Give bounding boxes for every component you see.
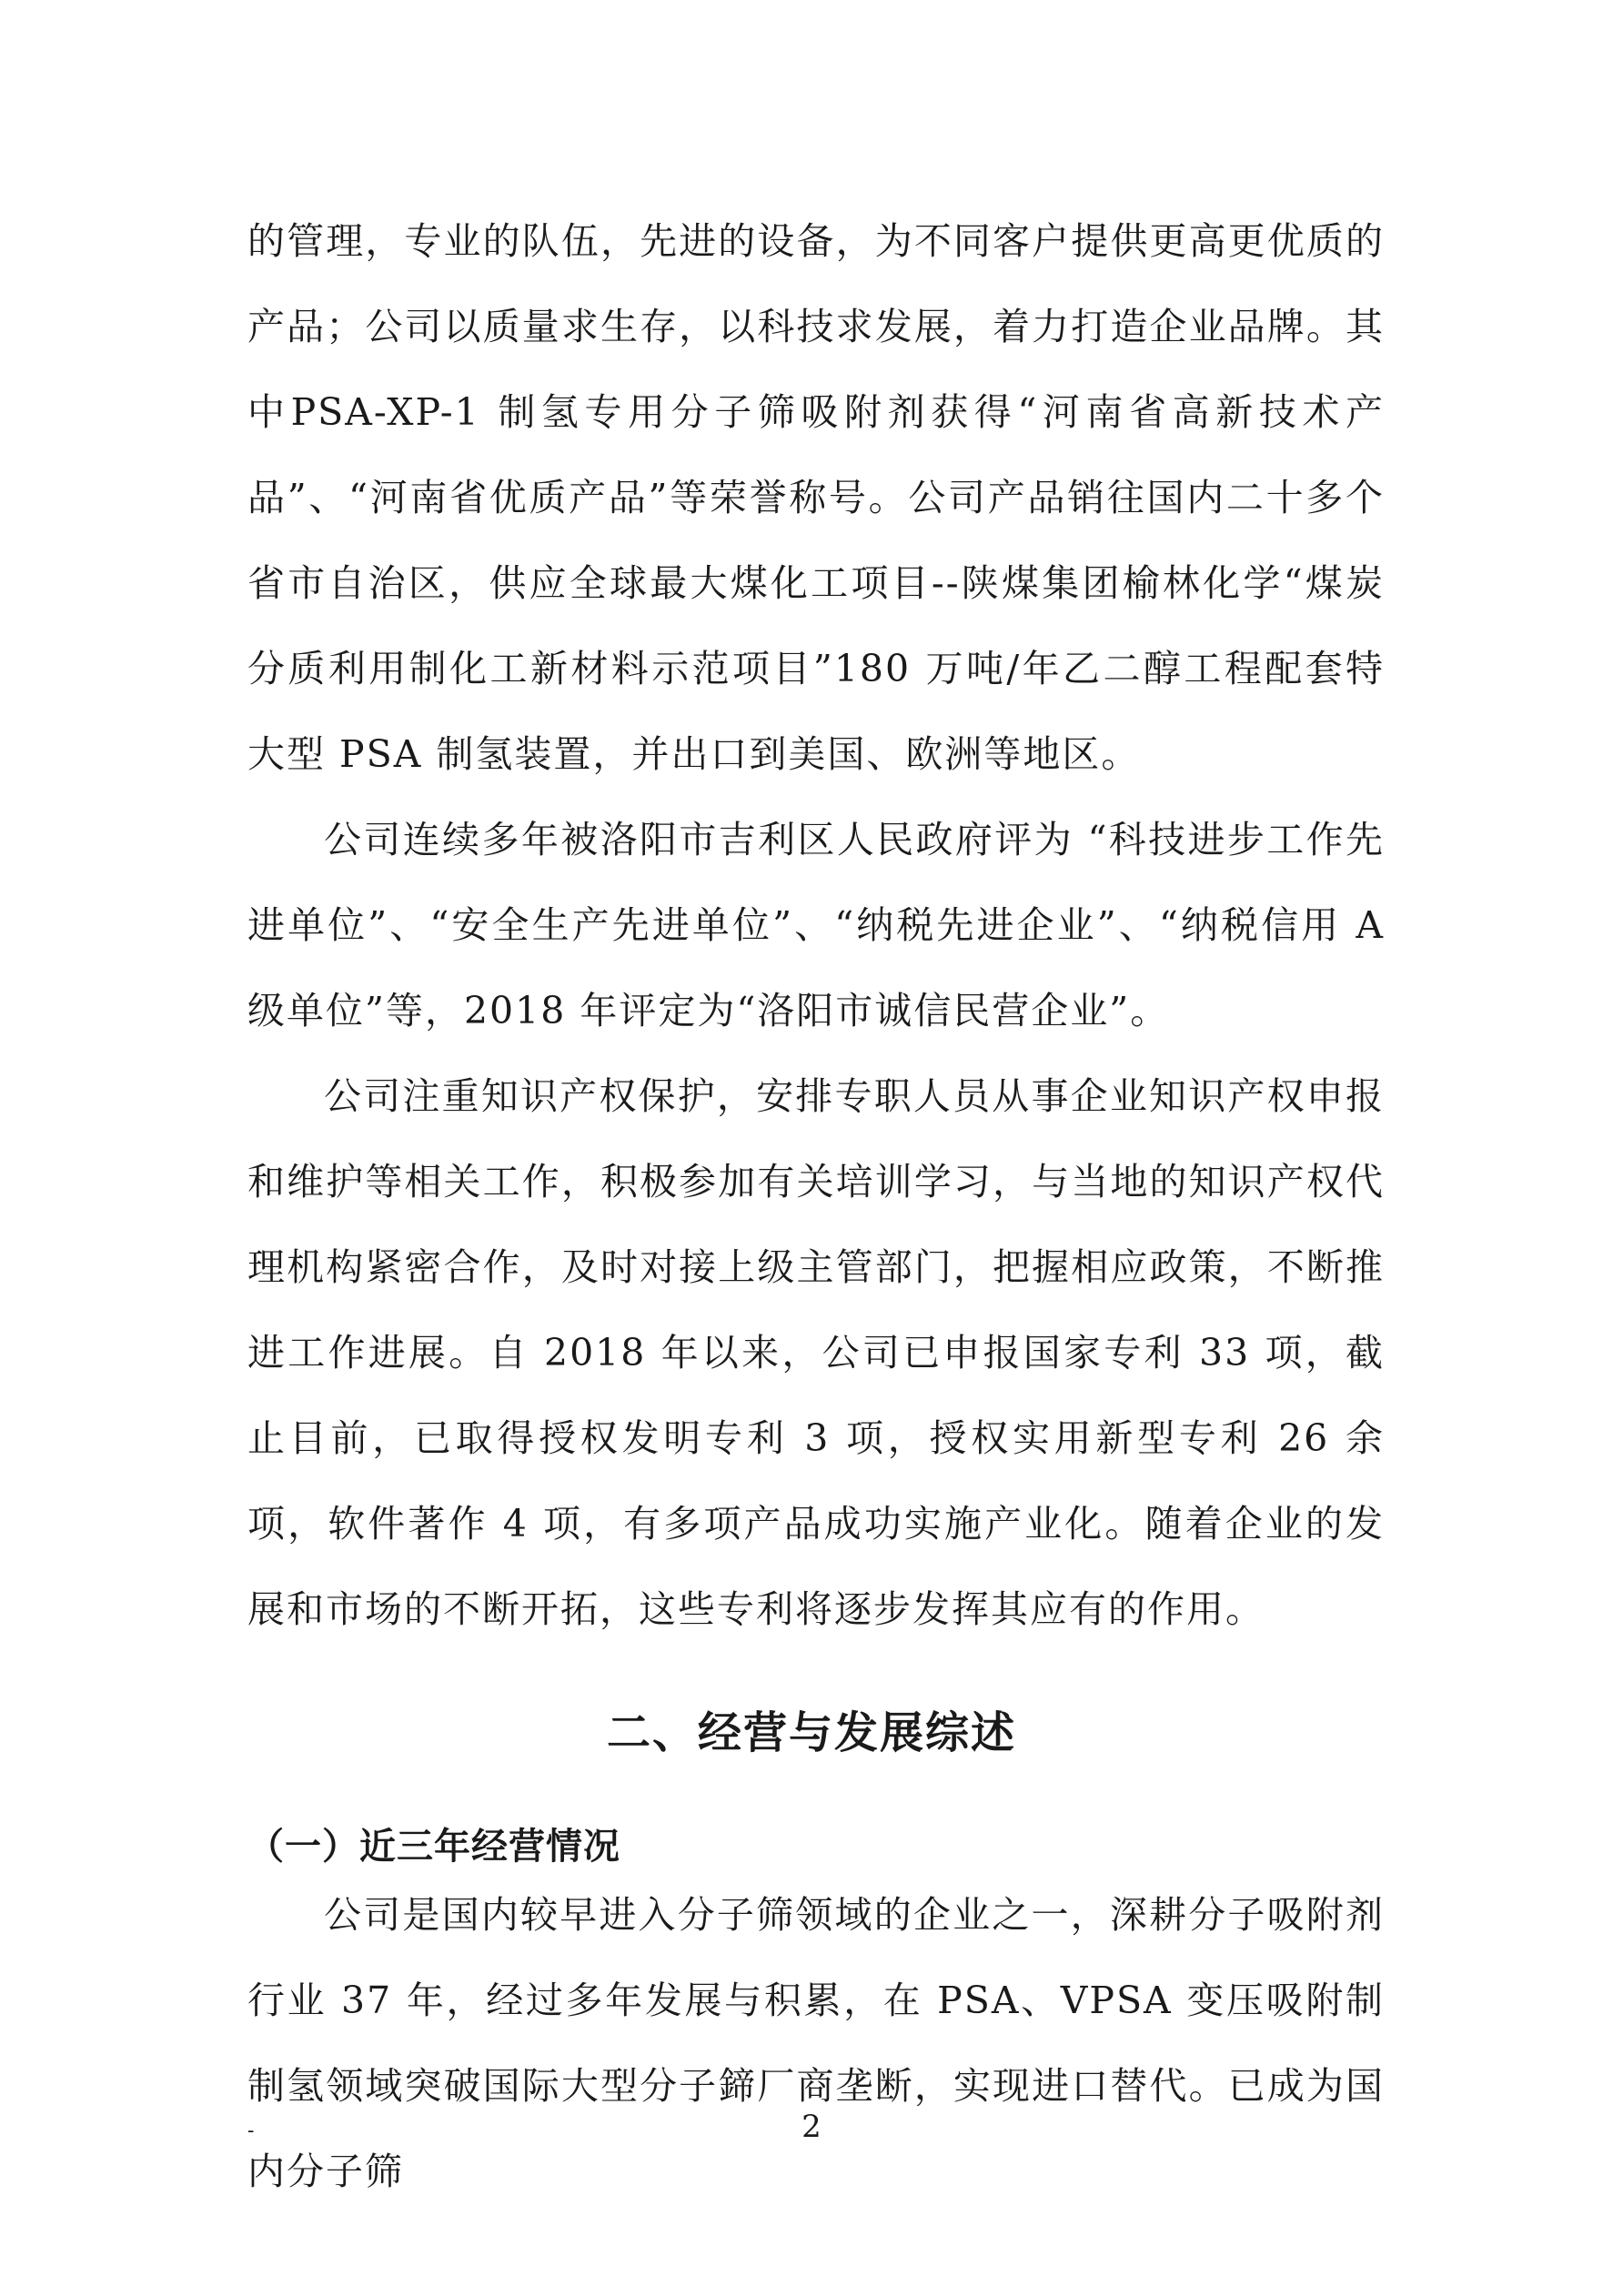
section-heading: 二、经营与发展综述 [606, 1707, 1016, 1758]
paragraph-ip: 公司注重知识产权保护，安排专职人员从事企业知识产权申报和维护等相关工作，积极参加有关培训学习，与当地的知识产权代理机构紧密合作，及时对接上级主管部门，把握相应政策，不断推进工作进展。自 2018 年以来，公司已申报国家专利 33 项，截止目前，已取得授权发明专利 3 项，授权实用新型专利 26 余项，软件著作 4 项，有多项产品成功实施产业化。随着企业的发展和市场的不断开拓，这些专利将逐步发挥其应有的作用。 [247, 1074, 1385, 1631]
footer-dash: - [247, 2120, 255, 2142]
paragraph-honors: 公司连续多年被洛阳市吉利区人民政府评为 “科技进步工作先进单位”、“安全生产先进单位”、“纳税先进企业”、“纳税信用 A 级单位”等，2018 年评定为“洛阳市诚信民营企业”。 [247, 818, 1385, 1032]
paragraph-continued: 的管理，专业的队伍，先进的设备，为不同客户提供更高更优质的产品；公司以质量求生存，以科技求发展，着力打造企业品牌。其中PSA-XP-1 制氢专用分子筛吸附剂获得“河南省高新技术产品”、“河南省优质产品”等荣誉称号。公司产品销往国内二十多个省市自治区，供应全球最大煤化工项目--陕煤集团榆林化学“煤炭分质利用制化工新材料示范项目”180 万吨/年乙二醇工程配套特大型 PSA 制氢装置，并出口到美国、欧洲等地区。 [247, 219, 1385, 776]
page-number: 2 [801, 2109, 822, 2145]
subsection-heading: （一）近三年经营情况 [247, 1826, 620, 1868]
paragraph-operations: 公司是国内较早进入分子筛领域的企业之一，深耕分子吸附剂行业 37 年，经过多年发展与积累，在 PSA、VPSA 变压吸附制制氢领域突破国际大型分子鍗厂商垄断，实现进口替代。已成为国内分子筛 [247, 1893, 1385, 2193]
